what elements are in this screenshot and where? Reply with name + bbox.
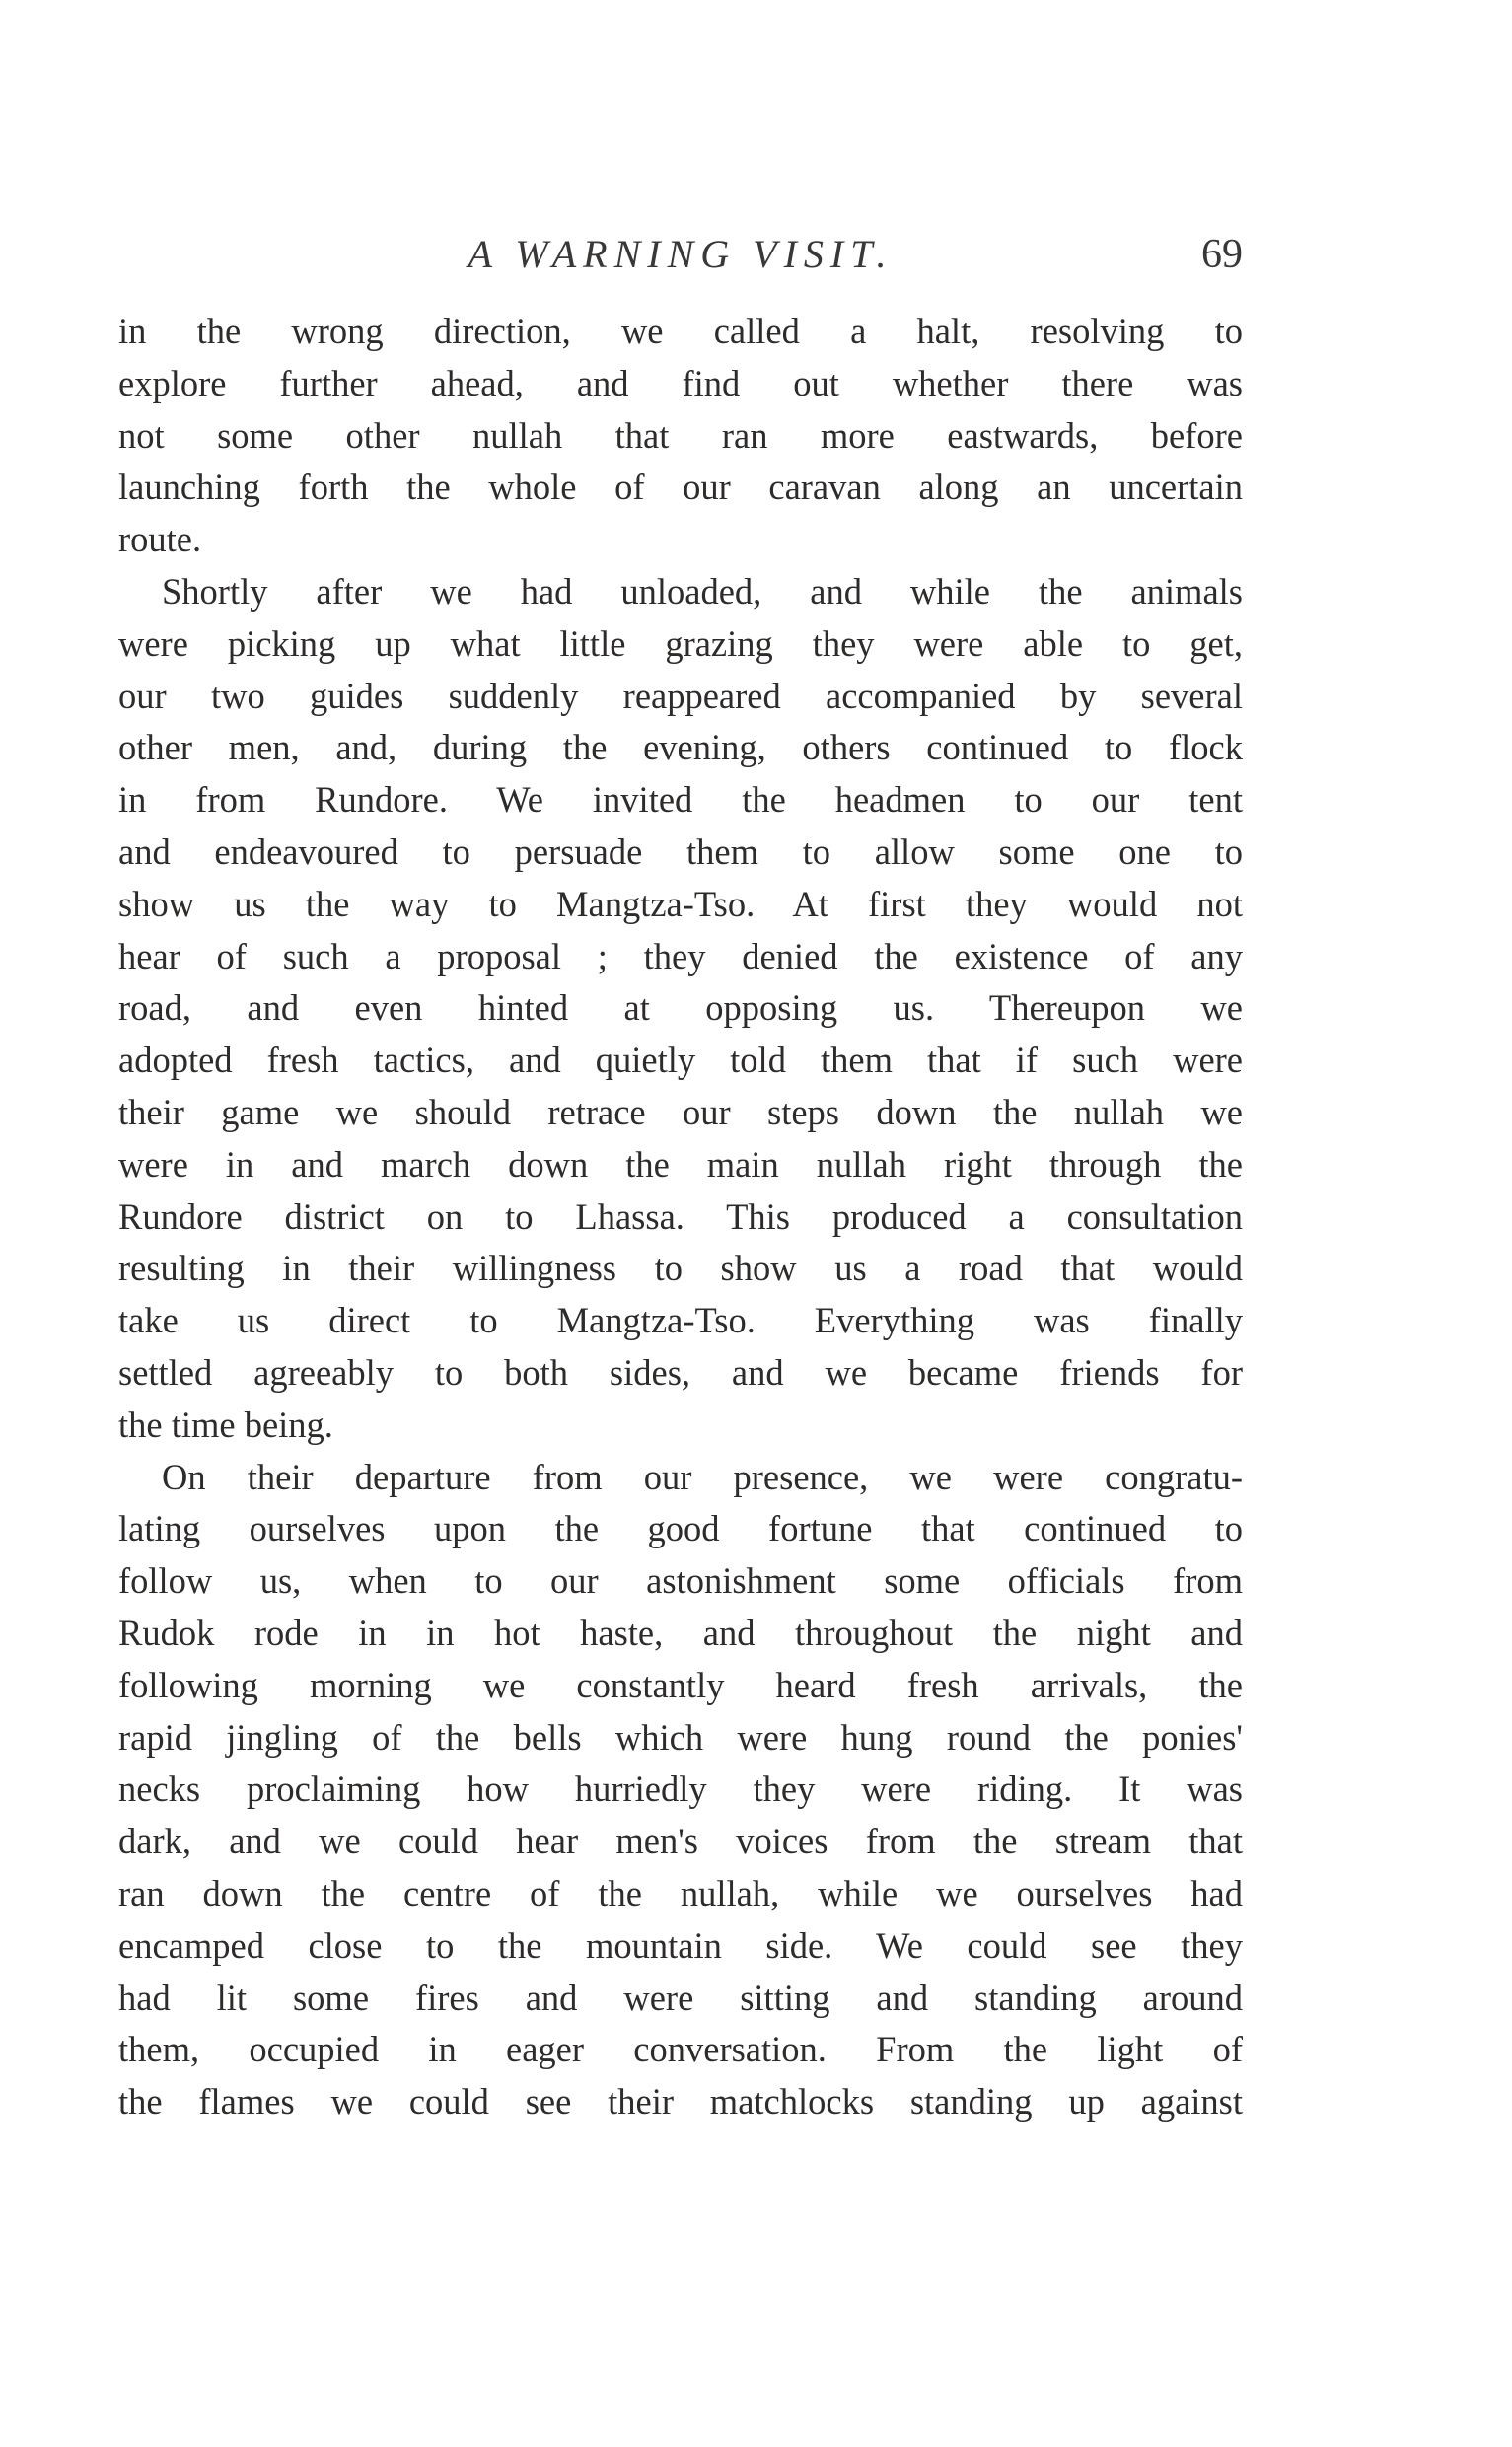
text-line: necks proclaiming how hurriedly they were riding. It was xyxy=(118,1768,1243,1810)
text-line: encamped close to the mountain side. We could see they xyxy=(118,1924,1243,1966)
text-line: our two guides suddenly reappeared accompanied by several xyxy=(118,675,1243,716)
text-line: Rudok rode in in hot haste, and throughout the night and xyxy=(118,1612,1243,1653)
text-line: ran down the centre of the nullah, while we ourselves had xyxy=(118,1872,1243,1913)
text-line: dark, and we could hear men's voices from the stream that xyxy=(118,1821,1243,1862)
text-line: in from Rundore. We invited the headmen to our tent xyxy=(118,779,1243,821)
text-line: settled agreeably to both sides, and we became friends for xyxy=(118,1351,1243,1393)
page-number: 69 xyxy=(1201,232,1243,277)
text-line: following morning we constantly heard fresh arrivals, the xyxy=(118,1664,1243,1705)
running-head xyxy=(118,225,1243,284)
text-line: adopted fresh tactics, and quietly told them that if such were xyxy=(118,1040,1243,1081)
text-line: route. xyxy=(118,519,202,560)
text-line: and endeavoured to persuade them to allow some one to xyxy=(118,830,1243,872)
body-text xyxy=(118,306,1243,2128)
text-line: hear of such a proposal ; they denied the existence of any xyxy=(118,935,1243,976)
text-line: the flames we could see their matchlocks standing up against xyxy=(118,2081,1243,2123)
text-line: Shortly after we had unloaded, and while the animals xyxy=(162,570,1243,612)
text-line: not some other nullah that ran more eastwards, before xyxy=(118,414,1243,456)
text-line: take us direct to Mangtza-Tso. Everything was finally xyxy=(118,1300,1243,1341)
text-line: their game we should retrace our steps down the nullah we xyxy=(118,1091,1243,1132)
text-line: were in and march down the main nullah right through the xyxy=(118,1143,1243,1185)
text-line: show us the way to Mangtza-Tso. At first they would not xyxy=(118,883,1243,924)
text-line: explore further ahead, and find out whether there was xyxy=(118,362,1243,403)
text-line: them, occupied in eager conversation. From the light of xyxy=(118,2029,1243,2070)
text-line: the time being. xyxy=(118,1403,333,1445)
text-line: launching forth the whole of our caravan along an uncertain xyxy=(118,467,1243,508)
text-line: were picking up what little grazing they were able to get, xyxy=(118,622,1243,664)
text-line: follow us, when to our astonishment some officials from xyxy=(118,1560,1243,1602)
text-line: other men, and, during the evening, others continued to flock xyxy=(118,727,1243,768)
text-line: in the wrong direction, we called a halt, resolving to xyxy=(118,311,1243,351)
text-line: Rundore district on to Lhassa. This produced a consultation xyxy=(118,1195,1243,1237)
text-line: rapid jingling of the bells which were hung round the ponies' xyxy=(118,1716,1243,1758)
text-line: resulting in their willingness to show us a road that would xyxy=(118,1248,1243,1289)
text-line: road, and even hinted at opposing us. Thereupon we xyxy=(118,987,1243,1029)
text-line: lating ourselves upon the good fortune that continued to xyxy=(118,1508,1243,1549)
text-line: On their departure from our presence, we were congratu- xyxy=(162,1456,1243,1497)
text-line: had lit some fires and were sitting and standing around xyxy=(118,1977,1243,2018)
running-title: A WARNING VISIT. xyxy=(468,232,894,276)
